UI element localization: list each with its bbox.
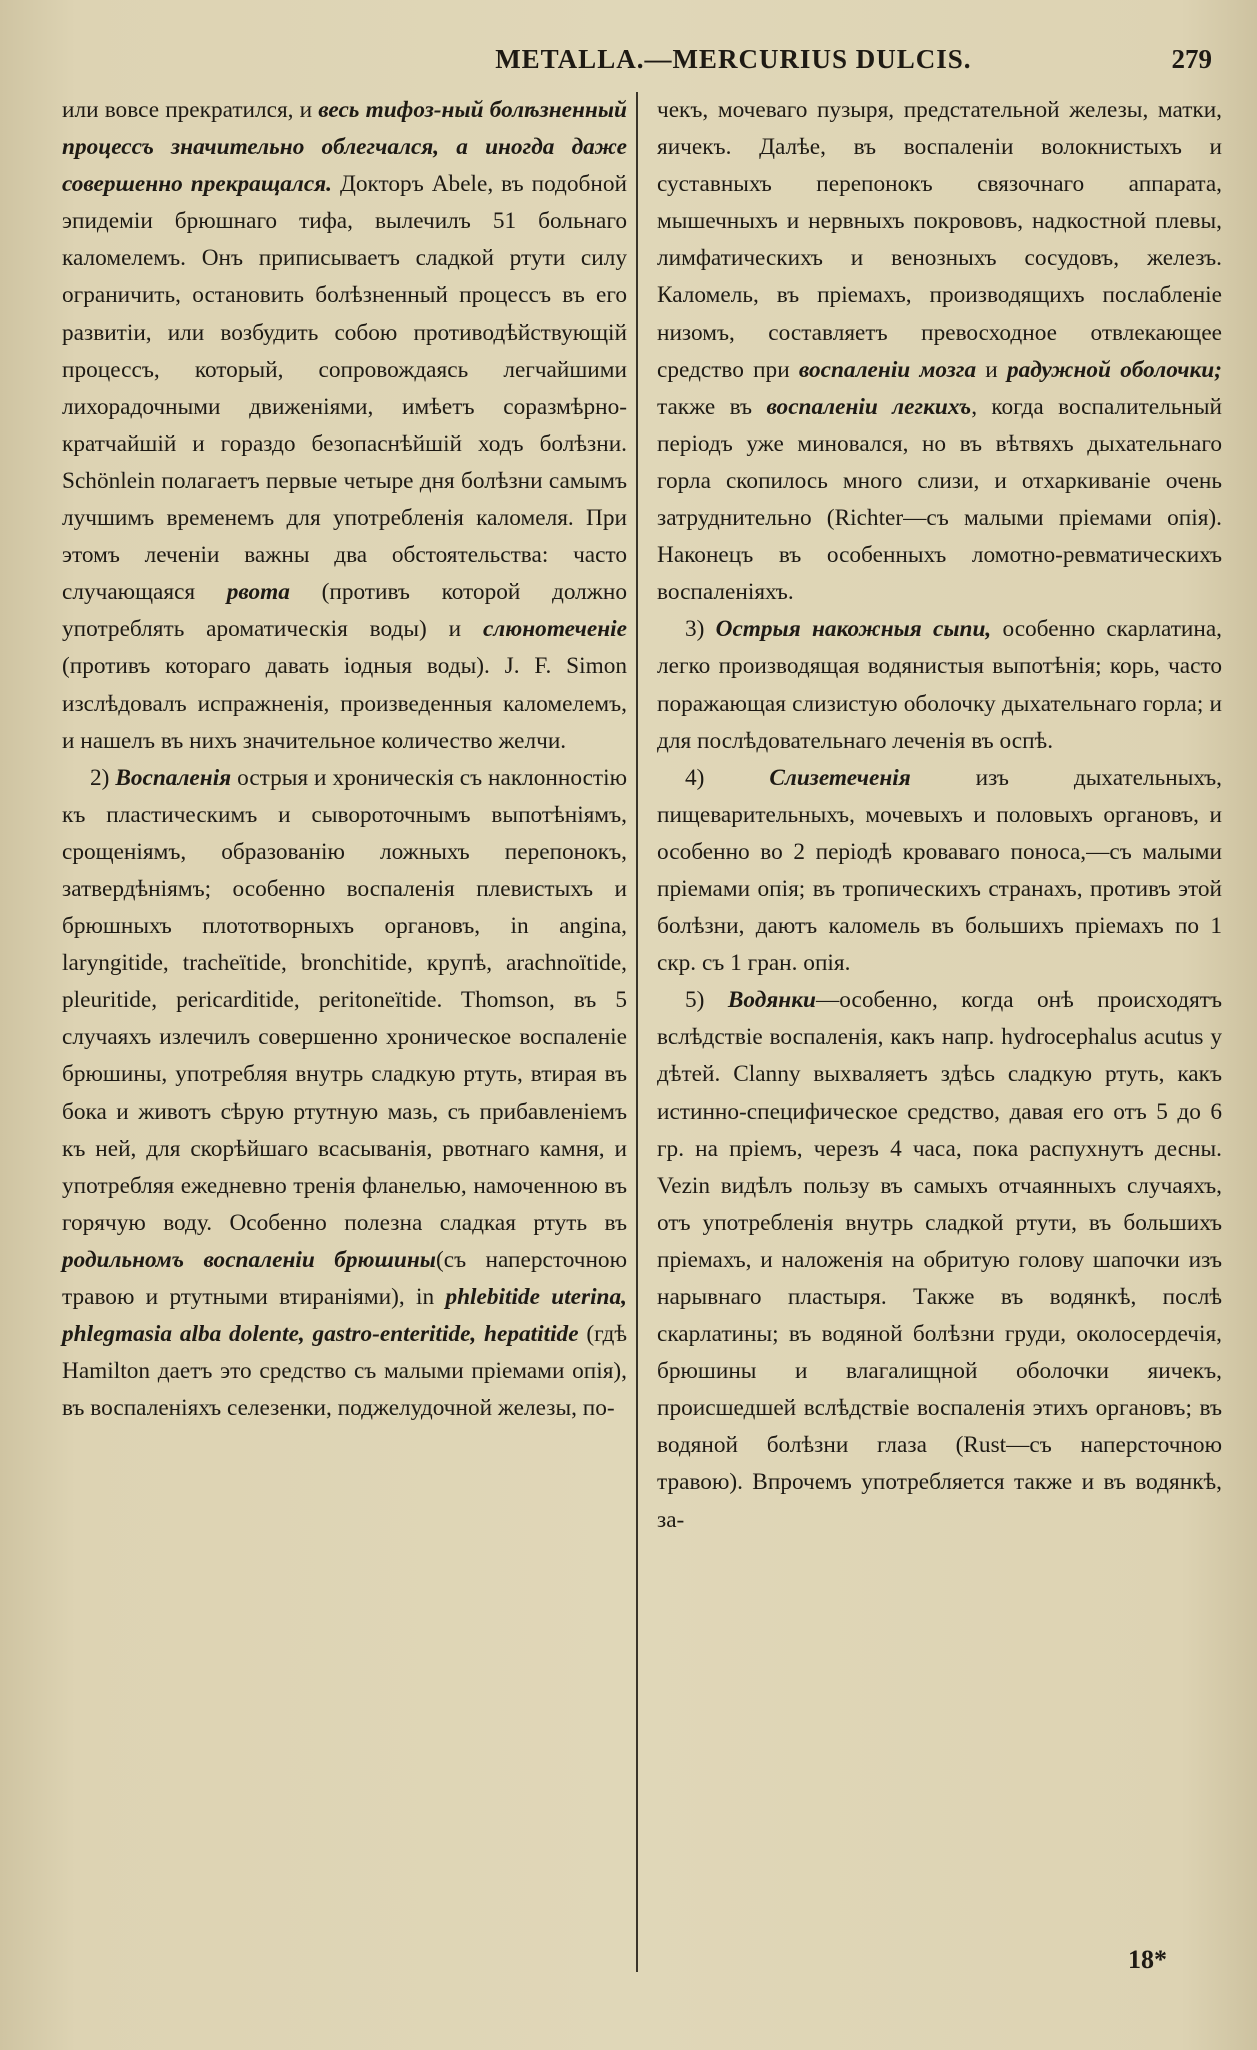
text-run: изъ дыхательныхъ, пищеварительныхъ, мочевыхъ и половыхъ органовъ, и особенно во 2 періодѣ кроваваго поноса,—съ малыми пріемами опія; въ тропическихъ странахъ, противъ этой болѣзни, даютъ каломель въ большихъ пріемахъ по 1 скр. съ 1 гран. опія. — [657, 764, 1222, 977]
running-title: METALLA.—MERCURIUS DULCIS. — [495, 43, 972, 74]
text-run: (противъ котораго давать іодныя воды). J. F. Simon изслѣдовалъ испражненія, произведенныя каломелемъ, и нашелъ въ нихъ значительное количество желчи. — [62, 653, 627, 754]
text-run: острыя и хроническія съ наклонностію къ пластическимъ и сывороточнымъ выпотѣніямъ, срощеніямъ, образованію ложныхъ перепонокъ, затвердѣніямъ; особенно воспаленія плевистыхъ и брюшныхъ плототворныхъ органовъ, in angina, laryngitide, tracheïtide, bronchitide, крупѣ, arachnoïtide, pleuritide, pericarditide, peritoneïtide. Thomson, въ 5 случаяхъ излечилъ совершенно хроническое воспаленіе брюшины, употребляя внутрь сладкую ртуть, втирая въ бока и животъ сѣрую ртутную мазь, съ прибавленіемъ къ ней, для скорѣйшаго всасыванія, рвотнаго камня, и употребляя ежедневно тренія фланелью, намоченною въ горячую воду. Особенно полезна сладкая ртуть въ — [62, 764, 627, 1236]
text-run: Докторъ Abele, въ подобной эпидеміи брюшнаго тифа, вылечилъ 51 больнаго каломелемъ. Онъ приписываетъ сладкой ртути силу ограничить, остановить болѣзненный процессъ въ его развитіи, или возбудить собою противодѣйствующій процессъ, который, сопровождаясь легчайшими лихорадочными движеніями, имѣетъ соразмѣрно-кратчайшій и гораздо безопаснѣйшій ходъ болѣзни. Schönlein полагаетъ первые четыре дня болѣзни самымъ лучшимъ временемъ для употребленія каломеля. При этомъ леченіи важны два обстоятельства: часто случающаяся — [62, 171, 627, 606]
text-run: —особенно, когда онѣ происходятъ вслѣдствіе воспаленія, какъ напр. hydrocephalus acutus у дѣтей. Clanny выхваляетъ здѣсь сладкую ртуть, какъ истинно-специфическое средство, давая его отъ 5 до 6 гр. на пріемъ, черезъ 4 часа, пока распухнутъ десны. Vezin видѣлъ пользу въ самыхъ отчаянныхъ случаяхъ, отъ употребленія внутрь сладкой ртути, въ большихъ пріемахъ, и наложенія на обритую голову шапочки изъ нарывнаго пластыря. Также въ водянкѣ, послѣ скарлатины; въ водяной болѣзни груди, околосердечія, брюшины и влагалищной оболочки яичекъ, происшедшей вслѣдствіе воспаленія этихъ органовъ; въ водяной болѣзни глаза (Rust—съ наперсточною травою). Впрочемъ употребляется также и въ водянкѣ, за- — [657, 987, 1223, 1533]
paragraph — [657, 760, 1222, 983]
text-run: чекъ, мочеваго пузыря, предстательной железы, матки, яичекъ. Далѣе, въ воспаленіи волокнистыхъ и суставныхъ перепонокъ связочнаго аппарата, мышечныхъ и нервныхъ покрововъ, надкостной плевы, лимфатическихъ и венозныхъ сосудовъ, железъ. Каломель, въ пріемахъ, производящихъ послабленіе низомъ, составляетъ превосходное отвлекающее средство при — [657, 97, 1222, 383]
text-run: также въ — [657, 393, 767, 420]
right-column — [657, 92, 1222, 1972]
italic-term: phlebitide uterina, phlegmasia alba dolente, gastro-enteritide, hepatitide — [62, 1284, 627, 1348]
text-run: особенно скарлатина, легко производящая водянистыя выпотѣнія; корь, часто поражающая слизистую оболочку дыхательнаго горла; и для послѣдовательнаго леченія въ оспѣ. — [657, 616, 1222, 754]
text-columns — [62, 92, 1222, 1972]
text-run: , когда воспалительный періодъ уже миновался, но въ вѣтвяхъ дыхательнаго горла скопилось много слизи, и отхаркиваніе очень затруднительно (Richter—съ малыми пріемами опія). Наконецъ въ особенныхъ ломотно-ревматическихъ воспаленіяхъ. — [657, 393, 1222, 606]
text-run: 2) — [90, 764, 116, 791]
left-column — [62, 92, 627, 1972]
italic-term: Водянки — [727, 987, 816, 1014]
italic-term: родильномъ воспаленіи брюшины — [62, 1246, 436, 1273]
text-run: 5) — [685, 987, 728, 1014]
text-run: (гдѣ Hamilton даетъ это средство съ малыми пріемами опія), въ воспаленіяхъ селезенки, поджелудочной железы, по- — [62, 1321, 627, 1422]
italic-term: радужной оболочки; — [1006, 356, 1223, 383]
text-run: (съ наперсточною травою и ртутными втираніями), in — [62, 1246, 627, 1310]
paragraph — [657, 92, 1222, 611]
italic-term: слюнотеченіе — [482, 616, 627, 643]
page-number: 279 — [1171, 43, 1212, 74]
paragraph — [657, 611, 1222, 759]
paragraph — [657, 982, 1222, 1538]
paragraph — [62, 760, 627, 1428]
text-run: (противъ которой должно употреблять ароматическія воды) и — [62, 579, 628, 643]
italic-term: Острыя накожныя сыпи, — [715, 616, 992, 643]
text-run: или вовсе прекратился, и — [62, 97, 319, 123]
italic-term: весь тифоз-ный болѣзненный процессъ значительно облегчался, а иногда даже совершенно прекращался. — [62, 97, 627, 198]
column-divider — [636, 92, 638, 1972]
text-run: 3) — [685, 616, 716, 643]
text-run: 4) — [685, 764, 770, 791]
italic-term: рвота — [226, 579, 290, 606]
italic-term: воспаленіи мозга — [798, 356, 977, 383]
italic-term: Слизетеченія — [769, 764, 911, 791]
italic-term: воспаленіи легкихъ — [766, 393, 972, 420]
italic-term: Воспаленія — [115, 764, 232, 791]
text-run: и — [976, 356, 1007, 383]
paragraph — [62, 92, 627, 760]
signature-mark: 18* — [1128, 1945, 1167, 1974]
page-header — [60, 34, 1212, 84]
